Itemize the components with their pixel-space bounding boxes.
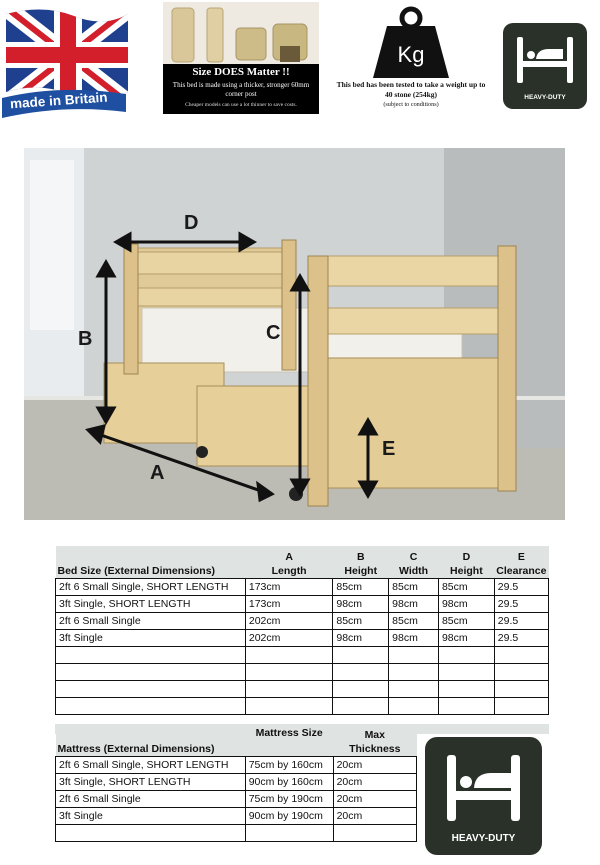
empty-cell xyxy=(56,646,246,663)
empty-cell xyxy=(494,680,548,697)
header-e-clearance: E Clearance xyxy=(494,546,548,578)
empty-cell xyxy=(245,663,333,680)
dimension-letter-c: C xyxy=(266,322,281,344)
header-max-thickness: Max Thickness xyxy=(333,724,416,756)
bed-dimensions-table xyxy=(55,546,549,715)
empty-cell xyxy=(56,680,246,697)
header-mattress-size: Mattress Size xyxy=(245,724,333,756)
clearance-cell: 29.5 xyxy=(494,595,548,612)
empty-cell xyxy=(56,697,246,714)
heavy-duty-badge-small xyxy=(503,23,587,109)
mattress-type-cell: 2ft 6 Small Single, SHORT LENGTH xyxy=(56,756,246,773)
thickness-cell: 20cm xyxy=(333,807,416,824)
empty-cell xyxy=(438,680,494,697)
empty-cell xyxy=(333,824,416,841)
bed-photo xyxy=(24,148,565,520)
bed-size-cell: 2ft 6 Small Single, SHORT LENGTH xyxy=(56,578,246,595)
length-cell: 202cm xyxy=(245,629,333,646)
length-cell: 173cm xyxy=(245,578,333,595)
height-b-cell: 85cm xyxy=(333,578,389,595)
length-cell: 202cm xyxy=(245,612,333,629)
empty-cell xyxy=(494,697,548,714)
size-card-subtitle: This bed is made using a thicker, stronger 60mm corner post xyxy=(172,81,310,98)
empty-cell xyxy=(333,663,389,680)
empty-cell xyxy=(438,697,494,714)
table-row xyxy=(56,756,417,773)
empty-cell xyxy=(245,646,333,663)
dimension-letter-e: E xyxy=(382,438,396,460)
size-matters-card xyxy=(163,2,319,114)
weight-tested-note: (subject to conditions) xyxy=(383,101,439,108)
table-row xyxy=(56,595,549,612)
table-row xyxy=(56,612,549,629)
header-d-height: D Height xyxy=(438,546,494,578)
empty-cell xyxy=(333,680,389,697)
bed-size-cell: 3ft Single, SHORT LENGTH xyxy=(56,595,246,612)
empty-cell xyxy=(245,697,333,714)
length-cell: 173cm xyxy=(245,595,333,612)
mattress-size-cell: 90cm by 160cm xyxy=(245,773,333,790)
empty-cell xyxy=(245,824,333,841)
empty-cell xyxy=(56,824,246,841)
mattress-size-cell: 90cm by 190cm xyxy=(245,807,333,824)
empty-cell xyxy=(438,646,494,663)
table-row-empty xyxy=(56,663,549,680)
header-bed-size: Bed Size (External Dimensions) xyxy=(56,546,246,578)
thickness-cell: 20cm xyxy=(333,790,416,807)
table-header-row xyxy=(56,724,417,756)
empty-cell xyxy=(333,697,389,714)
width-cell: 85cm xyxy=(389,578,439,595)
empty-cell xyxy=(389,646,439,663)
header-b-height: B Height xyxy=(333,546,389,578)
clearance-cell: 29.5 xyxy=(494,629,548,646)
table-row-empty xyxy=(56,680,549,697)
empty-cell xyxy=(56,663,246,680)
header-mattress: Mattress (External Dimensions) xyxy=(56,724,246,756)
mattress-dimensions-table xyxy=(55,724,417,842)
table-row-empty xyxy=(56,824,417,841)
clearance-cell: 29.5 xyxy=(494,612,548,629)
bed-size-cell: 3ft Single xyxy=(56,629,246,646)
empty-cell xyxy=(245,680,333,697)
table-row-empty xyxy=(56,697,549,714)
made-in-britain-label: made in Britain xyxy=(9,89,108,112)
weight-tested-card xyxy=(336,4,486,116)
empty-cell xyxy=(389,663,439,680)
thickness-cell: 20cm xyxy=(333,756,416,773)
empty-cell xyxy=(333,646,389,663)
width-cell: 98cm xyxy=(389,595,439,612)
header-a-length: A Length xyxy=(245,546,333,578)
mattress-type-cell: 3ft Single xyxy=(56,807,246,824)
height-d-cell: 85cm xyxy=(438,578,494,595)
table-header-row xyxy=(56,546,549,578)
table-row xyxy=(56,773,417,790)
heavy-duty-label-large: HEAVY-DUTY xyxy=(451,833,516,844)
width-cell: 98cm xyxy=(389,629,439,646)
mattress-size-cell: 75cm by 190cm xyxy=(245,790,333,807)
size-card-title: Size DOES Matter !! xyxy=(192,66,290,78)
height-b-cell: 98cm xyxy=(333,629,389,646)
height-d-cell: 98cm xyxy=(438,629,494,646)
dimension-letter-a: A xyxy=(150,462,165,484)
bed-icon xyxy=(503,23,587,87)
table-row-empty xyxy=(56,646,549,663)
cabin-bed-illustration xyxy=(24,148,565,520)
header-c-width: C Width xyxy=(389,546,439,578)
kg-symbol: Kg xyxy=(397,42,425,67)
empty-cell xyxy=(438,663,494,680)
bed-size-cell: 2ft 6 Small Single xyxy=(56,612,246,629)
table-row xyxy=(56,629,549,646)
empty-cell xyxy=(494,646,548,663)
height-d-cell: 85cm xyxy=(438,612,494,629)
heavy-duty-label-small: HEAVY-DUTY xyxy=(524,94,566,101)
height-b-cell: 98cm xyxy=(333,595,389,612)
empty-cell xyxy=(389,697,439,714)
empty-cell xyxy=(494,663,548,680)
corner-posts-image xyxy=(163,2,319,64)
dimension-letter-d: D xyxy=(184,212,199,234)
thickness-cell: 20cm xyxy=(333,773,416,790)
mattress-type-cell: 2ft 6 Small Single xyxy=(56,790,246,807)
kg-weight-icon xyxy=(371,6,451,80)
weight-tested-text: This bed has been tested to take a weight up to 40 stone (254kg) xyxy=(336,80,486,99)
height-b-cell: 85cm xyxy=(333,612,389,629)
dimension-letter-b: B xyxy=(78,328,93,350)
size-card-note: Cheaper models can use a lot thinner to save costs. xyxy=(185,102,297,108)
clearance-cell: 29.5 xyxy=(494,578,548,595)
mattress-type-cell: 3ft Single, SHORT LENGTH xyxy=(56,773,246,790)
empty-cell xyxy=(389,680,439,697)
table-row xyxy=(56,807,417,824)
table-row xyxy=(56,790,417,807)
heavy-duty-badge-large xyxy=(425,737,542,855)
width-cell: 85cm xyxy=(389,612,439,629)
bed-icon xyxy=(425,737,542,829)
height-d-cell: 98cm xyxy=(438,595,494,612)
mattress-size-cell: 75cm by 160cm xyxy=(245,756,333,773)
table-row xyxy=(56,578,549,595)
